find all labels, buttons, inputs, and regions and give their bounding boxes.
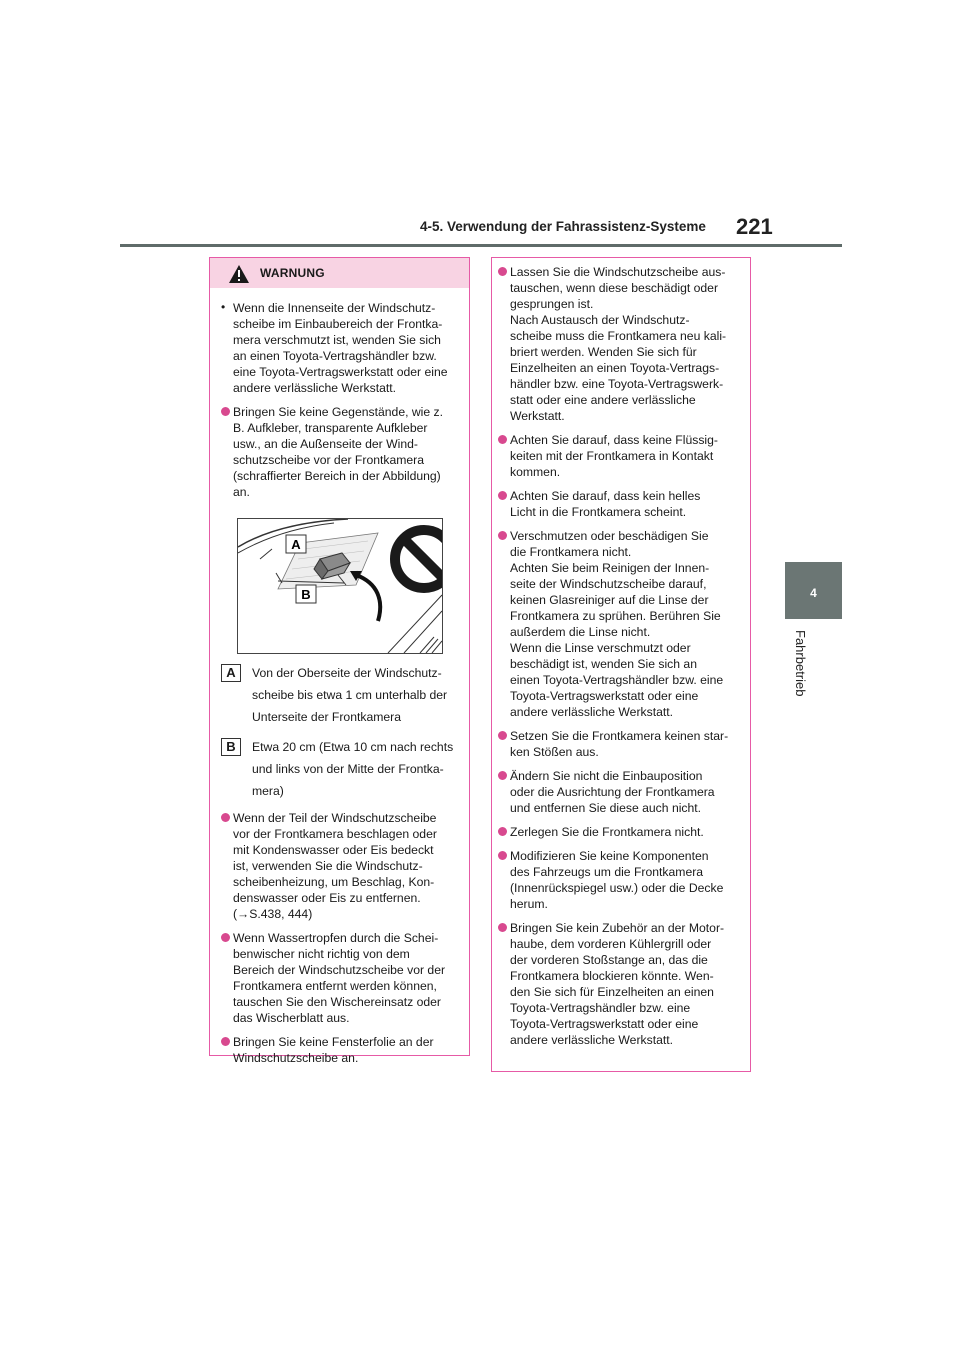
list-item-text: Setzen Sie die Frontkamera keinen star- ken Stößen aus. xyxy=(510,729,729,759)
chapter-number: 4 xyxy=(810,586,817,600)
label-badge-a: A xyxy=(221,664,241,682)
warning-box-right xyxy=(491,257,751,1072)
list-item-text: Bringen Sie keine Gegenstände, wie z. B. Aufkleber, transparente Aufkleber usw., an die Außenseite der Wind- schutzscheibe vor der Frontkamera (schraffierter Bereich in der Abbildung) an. xyxy=(233,405,444,499)
list-item xyxy=(221,930,457,1026)
figure-marker-b: B xyxy=(301,587,311,602)
list-item xyxy=(498,848,740,912)
list-item-text: Wenn der Teil der Windschutzscheibe vor der Frontkamera beschlagen oder mit Kondenswasser oder Eis bedeckt ist, verwenden Sie die Windschutz- scheibenheizung, um Beschlag, Kon- denswasser oder Eis zu entfernen. (→S.438, 444) xyxy=(233,811,437,921)
prohibited-icon xyxy=(395,530,442,588)
bullet-icon xyxy=(498,851,507,860)
windshield-camera-figure xyxy=(238,519,442,653)
bullet-icon xyxy=(498,531,507,540)
list-item-text: Modifizieren Sie keine Komponenten des Fahrzeugs um die Frontkamera (Innenrückspiegel usw.) oder die Decke herum. xyxy=(510,849,724,911)
list-item-text: Achten Sie darauf, dass kein helles Licht in die Frontkamera scheint. xyxy=(510,489,701,519)
list-item xyxy=(221,404,457,500)
bullet-icon xyxy=(498,731,507,740)
figure-label-text: Von der Oberseite der Windschutz- scheibe bis etwa 1 cm unterhalb der Unterseite der Frontkamera xyxy=(252,666,448,724)
header-rule xyxy=(120,244,842,247)
list-item xyxy=(498,432,740,480)
figure-marker-a: A xyxy=(291,537,301,552)
figure-label-b xyxy=(221,736,457,802)
camera-illustration xyxy=(237,518,443,654)
bullet-icon xyxy=(498,491,507,500)
list-item xyxy=(498,528,740,720)
page-number: 221 xyxy=(736,214,773,239)
list-item xyxy=(221,300,457,396)
list-item xyxy=(498,488,740,520)
figure-label-text: Etwa 20 cm (Etwa 10 cm nach rechts und links von der Mitte der Frontka- mera) xyxy=(252,740,454,798)
list-item xyxy=(221,1034,457,1066)
warning-header xyxy=(210,258,469,288)
list-item-text: Bringen Sie keine Fensterfolie an der Windschutzscheibe an. xyxy=(233,1035,434,1065)
list-item xyxy=(498,824,740,840)
list-item xyxy=(498,768,740,816)
warning-intro: Wenn die Innenseite der Windschutz- scheibe im Einbaubereich der Frontka- mera verschmutzt ist, wenden Sie sich an einen Toyota-Vertragshändler bzw. eine Toyota-Vertragswerkstatt oder eine andere verlässliche Werkstatt. xyxy=(233,301,448,395)
figure-label-a xyxy=(221,662,457,728)
list-item-text: Bringen Sie kein Zubehör an der Motor- haube, dem vorderen Kühlergrill oder der vorderen Stoßstange an, das die Frontkamera blockieren könnte. Wen- den Sie sich für Einzelheiten an einen Toyota-Vertragshändler bzw. eine Toyota-Vertragswerkstatt oder eine andere verlässliche Werkstatt. xyxy=(510,921,725,1047)
bullet-icon xyxy=(221,813,230,822)
label-badge-b: B xyxy=(221,738,241,756)
bullet-icon xyxy=(498,827,507,836)
list-item xyxy=(221,810,457,922)
dot-bullet: • xyxy=(221,300,226,314)
warning-box-left xyxy=(209,257,470,1065)
bullet-icon xyxy=(221,1037,230,1046)
list-item-text: Achten Sie darauf, dass keine Flüssig- keiten mit der Frontkamera in Kontakt kommen. xyxy=(510,433,718,479)
bullet-icon xyxy=(498,771,507,780)
chapter-tab xyxy=(785,562,842,619)
list-item-text: Zerlegen Sie die Frontkamera nicht. xyxy=(510,825,704,839)
list-item xyxy=(498,264,740,424)
list-item xyxy=(498,920,740,1048)
warning-title: WARNUNG xyxy=(260,266,325,280)
chapter-label: Fahrbetrieb xyxy=(793,630,808,697)
bullet-icon xyxy=(498,923,507,932)
section-title: 4-5. Verwendung der Fahrassistenz-Systeme xyxy=(420,219,706,234)
bullet-icon xyxy=(498,267,507,276)
bullet-icon xyxy=(221,407,230,416)
list-item-text: Lassen Sie die Windschutzscheibe aus- tauschen, wenn diese beschädigt oder gesprungen ist. Nach Austausch der Windschutz- scheibe muss die Frontkamera neu kali- briert werden. Wenden Sie sich für Einzelheiten an einen Toyota-Vertrags- händler bzw. eine Toyota-Vertragswerk- statt oder eine andere verlässliche Werkstatt. xyxy=(510,265,727,423)
list-item-text: Wenn Wassertropfen durch die Schei- benwischer nicht richtig von dem Bereich der Windschutzscheibe vor der Frontkamera entfernt werden können, tauschen Sie den Wischereinsatz oder das Wischerblatt aus. xyxy=(233,931,446,1025)
warning-triangle-icon xyxy=(228,264,250,284)
list-item-text: Ändern Sie nicht die Einbauposition oder die Ausrichtung der Frontkamera und entfernen Sie diese auch nicht. xyxy=(510,769,715,815)
bullet-icon xyxy=(221,933,230,942)
list-item xyxy=(498,728,740,760)
bullet-icon xyxy=(498,435,507,444)
list-item-text: Verschmutzen oder beschädigen Sie die Frontkamera nicht. Achten Sie beim Reinigen der Innen- seite der Windschutzscheibe darauf, keinen Glasreiniger auf die Linse der Frontkamera zu sprühen. Berühren Sie außerdem die Linse nicht. Wenn die Linse verschmutzt oder beschädigt ist, wenden Sie sich an einen Toyota-Vertragshändler bzw. eine Toyota-Vertragswerkstatt oder eine andere verlässliche Werkstatt. xyxy=(510,529,724,719)
